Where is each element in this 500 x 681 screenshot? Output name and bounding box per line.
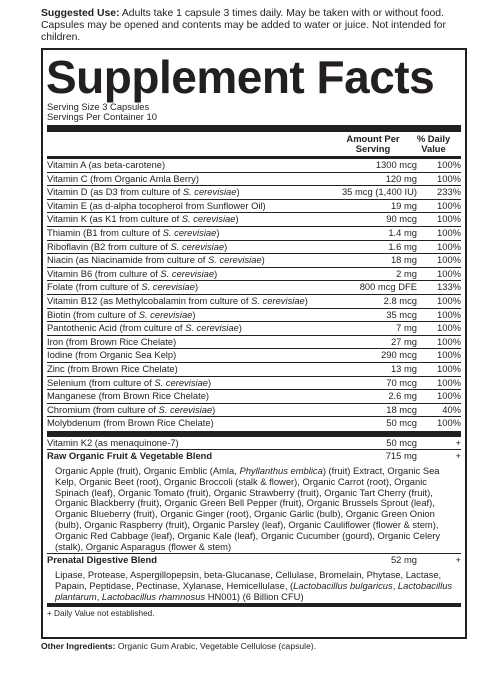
nutrient-dv: 100% bbox=[437, 294, 461, 306]
nutrient-dv: 100% bbox=[437, 240, 461, 252]
nutrient-amount: 2.6 mg bbox=[388, 390, 417, 402]
nutrient-amount: 2.8 mcg bbox=[383, 294, 417, 306]
nutrient-dv: 100% bbox=[437, 308, 461, 320]
nutrient-row bbox=[47, 377, 461, 391]
nutrient-amount: 35 mcg bbox=[386, 308, 417, 320]
row-amount: 50 mcg bbox=[386, 436, 417, 448]
nutrient-row bbox=[47, 268, 461, 282]
nutrient-dv: 100% bbox=[437, 267, 461, 279]
nutrient-row bbox=[47, 213, 461, 227]
facts-title: Supplement Facts bbox=[46, 51, 435, 103]
nutrient-amount: 18 mg bbox=[390, 254, 417, 266]
nutrient-row bbox=[47, 309, 461, 323]
nutrient-amount: 35 mcg (1,400 IU) bbox=[341, 186, 417, 198]
nutrient-amount: 13 mg bbox=[390, 362, 417, 374]
nutrient-amount: 1.6 mg bbox=[388, 240, 417, 252]
nutrient-dv: 233% bbox=[437, 186, 461, 198]
supplement-facts-panel bbox=[41, 48, 467, 639]
footnote: + Daily Value not established. bbox=[47, 609, 155, 619]
nutrient-amount: 50 mcg bbox=[386, 417, 417, 429]
row-name: Raw Organic Fruit & Vegetable Blend bbox=[47, 450, 213, 462]
nutrient-name: Niacin (as Niacinamide from culture of S. cerevisiae) bbox=[47, 254, 265, 266]
fruit-veg-description: Organic Apple (fruit), Organic Emblic (Amla, Phyllanthus emblica) (fruit) Extract, Organic Sea Kelp, Organic Beet (root), Organic Broccoli (stalk & flower), Organic Carrot (root), Organic Spinach (leaf), Organic Tomato (fruit), Organic Strawberry (fruit), Organic Tart Cherry (fruit), Organic Blackberry (fruit), Organic Green Bell Pepper (fruit), Organic Brussels Sprout (leaf), Organic Blueberry (fruit), Organic Ginger (root), Organic Garlic (bulb), Organic Green Onion (bulb), Organic Raspberry (fruit), Organic Parsley (leaf), Organic Cauliflower (flower & stem), Organic Red Cabbage (leaf), Organic Kale (leaf), Organic Cucumber (gourd), Organic Celery (stalk), Organic Asparagus (flower & stem) bbox=[47, 464, 461, 554]
nutrient-row bbox=[47, 173, 461, 187]
nutrient-name: Vitamin D (as D3 from culture of S. cerevisiae) bbox=[47, 186, 240, 198]
row-digestive-blend bbox=[47, 554, 461, 568]
nutrient-amount: 90 mcg bbox=[386, 213, 417, 225]
nutrient-name: Manganese (from Brown Rice Chelate) bbox=[47, 390, 210, 402]
nutrient-dv: 100% bbox=[437, 159, 461, 170]
divider-thick bbox=[47, 125, 461, 132]
nutrient-dv: 133% bbox=[437, 281, 461, 293]
nutrient-amount: 18 mcg bbox=[386, 403, 417, 415]
nutrient-dv: 100% bbox=[437, 335, 461, 347]
nutrient-amount: 2 mg bbox=[396, 267, 417, 279]
nutrient-row bbox=[47, 186, 461, 200]
nutrient-name: Biotin (from culture of S. cerevisiae) bbox=[47, 308, 196, 320]
other-ingredients bbox=[41, 641, 481, 651]
nutrient-amount: 290 mcg bbox=[381, 349, 417, 361]
nutrient-name: Vitamin E (as d-alpha tocopherol from Sunflower Oil) bbox=[47, 199, 266, 211]
nutrient-name: Iron (from Brown Rice Chelate) bbox=[47, 335, 177, 347]
nutrient-name: Folate (from culture of S. cerevisiae) bbox=[47, 281, 199, 293]
row-vitamin-k2 bbox=[47, 437, 461, 451]
row-name: Prenatal Digestive Blend bbox=[47, 554, 157, 566]
nutrient-row bbox=[47, 159, 461, 173]
nutrient-name: Vitamin C (from Organic Amla Berry) bbox=[47, 172, 199, 184]
nutrient-amount: 70 mcg bbox=[386, 376, 417, 388]
nutrient-row bbox=[47, 241, 461, 255]
nutrient-amount: 1300 mcg bbox=[375, 159, 417, 170]
suggested-use bbox=[41, 8, 481, 44]
serving-size: Serving Size 3 Capsules bbox=[47, 101, 150, 112]
nutrient-name: Thiamin (B1 from culture of S. cerevisiae) bbox=[47, 226, 220, 238]
nutrient-dv: 40% bbox=[442, 403, 461, 415]
row-amount: 52 mg bbox=[390, 554, 417, 566]
suggested-use-text: Adults take 1 capsule 3 times daily. May be taken with or without food. Capsules may be opened and contents may be added to water or juice. Not intended for children. bbox=[41, 8, 446, 43]
nutrient-row bbox=[47, 227, 461, 241]
nutrient-row bbox=[47, 254, 461, 268]
nutrient-row bbox=[47, 417, 461, 431]
row-amount: 715 mg bbox=[385, 450, 417, 462]
nutrient-name: Riboflavin (B2 from culture of S. cerevisiae) bbox=[47, 240, 228, 252]
nutrient-name: Zinc (from Brown Rice Chelate) bbox=[47, 362, 178, 374]
nutrient-amount: 800 mcg DFE bbox=[359, 281, 417, 293]
nutrient-row bbox=[47, 349, 461, 363]
nutrient-amount: 7 mg bbox=[396, 322, 417, 334]
row-dv: + bbox=[455, 436, 461, 448]
servings-per-container: Servings Per Container 10 bbox=[47, 111, 157, 122]
nutrient-name: Chromium (from culture of S. cerevisiae) bbox=[47, 403, 216, 415]
nutrient-row bbox=[47, 404, 461, 418]
nutrient-row bbox=[47, 336, 461, 350]
nutrient-dv: 100% bbox=[437, 213, 461, 225]
header-daily-value: % Daily Value bbox=[416, 133, 451, 154]
nutrient-name: Iodine (from Organic Sea Kelp) bbox=[47, 349, 177, 361]
nutrient-row bbox=[47, 295, 461, 309]
nutrient-row bbox=[47, 390, 461, 404]
nutrient-dv: 100% bbox=[437, 254, 461, 266]
row-fruit-veg-blend bbox=[47, 450, 461, 464]
nutrient-amount: 27 mg bbox=[390, 335, 417, 347]
nutrient-dv: 100% bbox=[437, 172, 461, 184]
nutrient-name: Vitamin A (as beta-carotene) bbox=[47, 159, 166, 170]
nutrient-name: Selenium (from culture of S. cerevisiae) bbox=[47, 376, 212, 388]
nutrient-dv: 100% bbox=[437, 390, 461, 402]
nutrient-name: Vitamin B6 (from culture of S. cerevisiae) bbox=[47, 267, 218, 279]
row-dv: + bbox=[455, 450, 461, 462]
header-amount: Amount Per Serving bbox=[346, 133, 400, 154]
nutrient-row bbox=[47, 363, 461, 377]
nutrient-dv: 100% bbox=[437, 226, 461, 238]
nutrient-row bbox=[47, 200, 461, 214]
nutrient-name: Vitamin K (as K1 from culture of S. cerevisiae) bbox=[47, 213, 239, 225]
nutrient-list bbox=[47, 159, 461, 431]
nutrient-name: Pantothenic Acid (from culture of S. cerevisiae) bbox=[47, 322, 242, 334]
nutrient-dv: 100% bbox=[437, 376, 461, 388]
nutrient-dv: 100% bbox=[437, 417, 461, 429]
nutrient-dv: 100% bbox=[437, 199, 461, 211]
nutrient-amount: 19 mg bbox=[390, 199, 417, 211]
nutrient-dv: 100% bbox=[437, 322, 461, 334]
nutrient-row bbox=[47, 281, 461, 295]
row-dv: + bbox=[455, 554, 461, 566]
nutrient-name: Vitamin B12 (as Methylcobalamin from culture of S. cerevisiae) bbox=[47, 294, 308, 306]
nutrient-name: Molybdenum (from Brown Rice Chelate) bbox=[47, 417, 214, 429]
other-ingredients-label: Other Ingredients: bbox=[41, 641, 116, 651]
facts-header bbox=[47, 132, 461, 156]
suggested-use-label: Suggested Use: bbox=[41, 8, 120, 19]
other-ingredients-text: Organic Gum Arabic, Vegetable Cellulose (capsule). bbox=[117, 641, 317, 651]
nutrient-dv: 100% bbox=[437, 349, 461, 361]
nutrient-row bbox=[47, 322, 461, 336]
digestive-description: Lipase, Protease, Aspergillopepsin, beta-Glucanase, Cellulase, Bromelain, Phytase, Lactase, Papain, Peptidase, Pectinase, Xylanase, Hemicellulase, (Lactobacillus bulgaricus, Lactobacillus plantarum, Lactobacillus rhamnosus HN001) (6 Billion CFU) bbox=[47, 568, 461, 604]
row-name: Vitamin K2 (as menaquinone-7) bbox=[47, 436, 179, 448]
nutrient-amount: 1.4 mg bbox=[388, 226, 417, 238]
nutrient-amount: 120 mg bbox=[385, 172, 417, 184]
nutrient-dv: 100% bbox=[437, 362, 461, 374]
